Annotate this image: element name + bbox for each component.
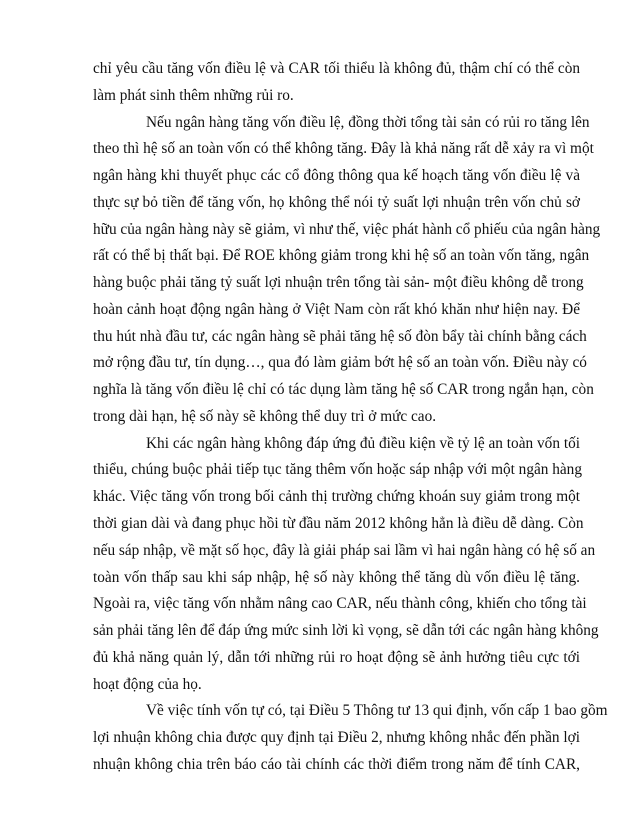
document-body (93, 56, 608, 779)
text-line: thiểu, chúng buộc phải tiếp tục tăng thêm vốn hoặc sáp nhập với một ngân hàng (93, 461, 582, 479)
text-line: rất có thể bị thất bại. Để ROE không giảm trong khi hệ số an toàn vốn tăng, ngân (93, 247, 590, 265)
text-line: hoạt động của họ. (93, 675, 202, 693)
text-line: đủ khả năng quản lý, dẫn tới những rủi ro hoạt động sẽ ảnh hưởng tiêu cực tới (93, 648, 580, 666)
text-line: hàng buộc phải tăng tỷ suất lợi nhuận trên tổng tài sản- một điều không dễ trong (93, 274, 584, 292)
text-line: trong dài hạn, hệ số này sẽ không thể duy trì ở mức cao. (93, 407, 437, 425)
text-line: sản phải tăng lên để đáp ứng mức sinh lời kì vọng, sẽ dẫn tới các ngân hàng không (93, 622, 599, 640)
text-line: Về việc tính vốn tự có, tại Điều 5 Thông tư 13 qui định, vốn cấp 1 bao gồm (146, 702, 608, 720)
text-line: thời gian dài và đang phục hồi từ đầu năm 2012 không hẳn là điều dễ dàng. Còn (93, 515, 584, 533)
text-line: theo thì hệ số an toàn vốn có thể không tăng. Đây là khả năng rất dễ xảy ra vì một (93, 140, 594, 158)
text-line: nhuận không chia trên báo cáo tài chính các thời điểm trong năm để tính CAR, (93, 755, 580, 773)
text-line: hữu của ngân hàng này sẽ giảm, vì như thế, việc phát hành cổ phiếu của ngân hàng (93, 220, 601, 238)
text-line: Ngoài ra, việc tăng vốn nhằm nâng cao CAR, nếu thành công, khiến cho tổng tài (93, 595, 587, 613)
text-line: Nếu ngân hàng tăng vốn điều lệ, đồng thời tổng tài sản có rủi ro tăng lên (146, 113, 590, 131)
text-line: lợi nhuận không chia được quy định tại Điều 2, nhưng không nhắc đến phần lợi (93, 729, 580, 747)
text-line: chỉ yêu cầu tăng vốn điều lệ và CAR tối thiểu là không đủ, thậm chí có thể còn (93, 60, 580, 77)
text-line: ngân hàng khi thuyết phục các cổ đông thông qua kế hoạch tăng vốn điều lệ và (93, 167, 580, 185)
text-line: làm phát sinh thêm những rủi ro. (93, 86, 294, 104)
text-line: Khi các ngân hàng không đáp ứng đủ điều kiện về tỷ lệ an toàn vốn tối (146, 434, 580, 452)
text-line: thực sự bỏ tiền để tăng vốn, họ không thể nói tỷ suất lợi nhuận trên vốn chủ sở (93, 193, 580, 211)
text-line: khác. Việc tăng vốn trong bối cảnh thị trường chứng khoán suy giảm trong một (93, 488, 580, 506)
text-line: nếu sáp nhập, về mặt số học, đây là giải pháp sai lầm vì hai ngân hàng có hệ số an (93, 541, 596, 559)
text-line: hoàn cảnh hoạt động ngân hàng ở Việt Nam còn rất khó khăn như hiện nay. Để (93, 300, 580, 318)
text-line: nghĩa là tăng vốn điều lệ chỉ có tác dụng làm tăng hệ số CAR trong ngắn hạn, còn (93, 381, 594, 399)
text-line: toàn vốn thấp sau khi sáp nhập, hệ số này không thể tăng dù vốn điều lệ tăng. (93, 568, 580, 586)
text-line: thu hút nhà đầu tư, các ngân hàng sẽ phải tăng hệ số đòn bẩy tài chính bằng cách (93, 327, 587, 345)
text-line: mở rộng đầu tư, tín dụng…, qua đó làm giảm bớt hệ số an toàn vốn. Điều này có (93, 354, 587, 372)
